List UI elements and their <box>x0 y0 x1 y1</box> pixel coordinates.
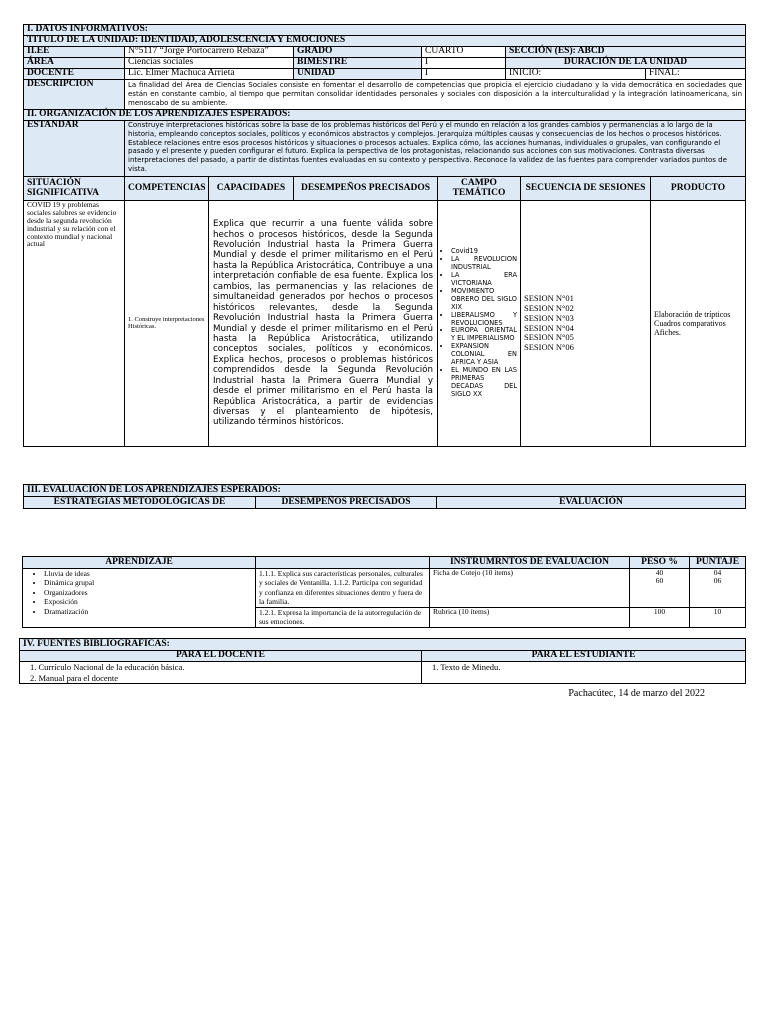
col-aprendizaje: APRENDIZAJE <box>23 557 256 569</box>
instrumento-row-1: Ficha de Cotejo (10 ítems) <box>430 569 630 608</box>
area-label: ÁREA <box>24 58 125 69</box>
datos-informativos-table <box>23 24 746 177</box>
section-4-heading: IV. FUENTES BIBLIOGRAFICAS: <box>20 639 746 651</box>
campo-item: • LA ERA VICTORIANA <box>451 272 517 288</box>
empty-header-cell <box>256 557 430 569</box>
evaluacion-table <box>22 556 746 628</box>
docente-sources <box>20 662 422 684</box>
estrategia-item: • Dramatización <box>44 607 252 616</box>
organizacion-table <box>23 176 746 447</box>
iiee-label: II.EE <box>24 47 125 58</box>
campo-item: • EUROPA ORIENTAL Y EL IMPERIALISMO <box>451 327 517 343</box>
campo-item: • LIBERALISMO Y REVOLUCIONES <box>451 312 517 328</box>
col-competencias: COMPETENCIAS <box>125 177 209 201</box>
unidad-label: UNIDAD <box>294 69 422 80</box>
col-producto: PRODUCTO <box>651 177 746 201</box>
section-2-heading: II. ORGANIZACIÓN DE LOS APRENDIZAJES ESPERADOS: <box>24 110 746 121</box>
place-date: Pachacútec, 14 de marzo del 2022 <box>568 688 705 699</box>
desempeno-row-2: 1.2.1. Expresa la importancia de la autorregulación de sus emociones. <box>256 607 430 627</box>
col-desempenos: DESEMPEÑOS PRECISADOS <box>294 177 438 201</box>
col-evaluacion: EVALUACIÓN <box>437 497 746 509</box>
sesion-item: SESION N°03 <box>524 312 574 323</box>
estandar-text: Construye interpretaciones históricas sobre la base de los problemas históricos del Perú y el mundo en relación a los grandes cambios y permanencias a lo largo de la historia, empleando conceptos sociales, políticos y económicos abstractos y complejos. Jerarquiza múltiples causas y consecuencias de los hechos o procesos históricos. Establece relaciones entre esos procesos históricos y situaciones o procesos actuales. Explica cómo, las acciones humanas, individuales o grupales, van configurando el pasado y el presente y pueden configurar el futuro. Explica la perspectiva de los protagonistas, relacionando sus acciones con sus motivaciones. Contrasta diversas interpretaciones del pasado, a partir de distintas fuentes evaluadas en su contexto y perspectiva. Reconoce la validez de las fuentes para comprender variados puntos de vista. <box>125 121 746 177</box>
estandar-label: ESTANDAR <box>24 121 125 177</box>
grado-value: CUARTO <box>422 47 506 58</box>
para-estudiante-label: PARA EL ESTUDIANTE <box>422 651 746 662</box>
seccion-label: SECCIÓN (ES): ABCD <box>506 47 746 58</box>
duracion-label: DURACIÓN DE LA UNIDAD <box>506 58 746 69</box>
section-1-heading: I. DATOS INFORMATIVOS: <box>24 25 746 36</box>
campo-item: • EL MUNDO EN LAS PRIMERAS DECADAS DEL SIGLO XX <box>451 367 517 399</box>
campo-item: • MOVIMIENTO OBRERO DEL SIGLO XIX <box>451 288 517 312</box>
docente-list <box>30 662 418 683</box>
para-docente-label: PARA EL DOCENTE <box>20 651 422 662</box>
campo-list <box>441 248 517 398</box>
docente-value: Lic. Elmer Machuca Arrieta <box>125 69 294 80</box>
sesion-item: SESION N°01 <box>524 293 574 304</box>
col-desempenos-eval: DESEMPEÑOS PRECISADOS <box>256 497 437 509</box>
estudiante-list <box>432 662 742 673</box>
col-secuencia: SECUENCIA DE SESIONES <box>521 177 651 201</box>
desempeno-row-1: 1.1.1. Explica sus características personales, culturales y sociales de Ventanilla. 1.1.2. Participa con seguridad y confianza en diferentes situaciones dentro y fuera de la familia. <box>256 569 430 608</box>
descripcion-text: La finalidad del Área de Ciencias Sociales consiste en fomentar el desarrollo de competencias que propicia el ejercicio ciudadano y la vida democrática en sociedades que están en constante cambio, al tiempo que permitan consolidar identidades personales y sociales con disposición a la interculturalidad y la integración latinoamericana, sin menoscabo de su ambiente. <box>125 80 746 110</box>
docente-source-item: 1. Currículo Nacional de la educación básica. <box>30 662 185 672</box>
estrategias-list <box>26 569 252 616</box>
estrategias-cell <box>23 569 256 628</box>
competencia-text: 1. Construye interpretaciones Históricas. <box>125 201 209 447</box>
evaluacion-header-table <box>23 484 746 509</box>
iiee-value: N°5117 “Jorge Portocarrero Rebaza” <box>125 47 294 58</box>
sesion-item: SESION N°05 <box>524 332 574 343</box>
estudiante-sources <box>422 662 746 684</box>
sesion-item: SESION N°02 <box>524 302 574 313</box>
estrategia-item: • Dinámica grupal <box>44 578 252 587</box>
sesion-item: SESION N°06 <box>524 342 574 353</box>
bimestre-value: I <box>422 58 506 69</box>
fuentes-table <box>19 638 746 684</box>
col-campo: CAMPO TEMÁTICO <box>438 177 521 201</box>
puntaje-row-2: 10 <box>690 607 746 627</box>
col-puntaje: PUNTAJE <box>690 557 746 569</box>
section-3-heading: III. EVALUACIÓN DE LOS APRENDIZAJES ESPERADOS: <box>24 485 746 497</box>
campo-item: • LA REVOLUCION INDUSTRIAL <box>451 256 517 272</box>
grado-label: GRADO <box>294 47 422 58</box>
col-peso: PESO % <box>630 557 690 569</box>
producto-text: Elaboración de trípticos Cuadros comparativos Afiches. <box>651 201 746 447</box>
inicio-label: INICIO: <box>506 69 646 80</box>
col-capacidades: CAPACIDADES <box>209 177 294 201</box>
campo-item: • Covid19 <box>451 248 517 256</box>
estudiante-source-item: 1. Texto de Minedu. <box>432 662 501 672</box>
unidad-value: I <box>422 69 506 80</box>
peso-row-2: 100 <box>630 607 690 627</box>
situacion-text: COVID 19 y problemas sociales salubres se evidencio desde la segunda revolución industrial y su relación con el contexto mundial y nacional actual <box>24 201 125 447</box>
bimestre-label: BIMESTRE <box>294 58 422 69</box>
docente-source-item: 2. Manual para el docente <box>30 672 119 683</box>
descripcion-label: DESCRIPCION <box>24 80 125 110</box>
secuencia-sesiones <box>521 201 651 447</box>
estrategia-item: • Organizadores <box>44 588 252 597</box>
capacidades-text: Explica que recurrir a una fuente válida sobre hechos o procesos históricos, desde la Segunda Revolución Industrial hasta la Primera Guerra Mundial y desde el primer militarismo en el Perú hasta la República Aristocrática, Contribuye a una interpretación confiable de esa fuente. Explica los cambios, las permanencias y las relaciones de simultaneidad generados por hechos o procesos históricos relevantes, desde la Segunda Revolución Industrial hasta la Primera Guerra Mundial y desde el primer militarismo en el Perú hasta la República Aristocrática, utilizando conceptos sociales, políticos y económicos. Explica hechos, procesos o problemas históricos comprendidos desde la Segunda Revolución Industrial hasta la Primera Guerra Mundial y desde el primer militarismo en el Perú hasta la República Aristocrática, a partir de evidencias diversas y el planteamiento de hipótesis, utilizando términos históricos. <box>209 201 438 447</box>
campo-tematico <box>438 201 521 447</box>
docente-label: DOCENTE <box>24 69 125 80</box>
col-instrumentos: INSTRUMRNTOS DE EVALUACIÓN <box>430 557 630 569</box>
puntaje-row-1: 04 06 <box>690 569 746 608</box>
col-estrategias: ESTRATEGIAS METODOLÓGICAS DE <box>24 497 256 509</box>
sesion-item: SESION N°04 <box>524 322 574 333</box>
estrategia-item: • Exposición <box>44 597 252 606</box>
area-value: Ciencias sociales <box>125 58 294 69</box>
instrumento-row-2: Rubrica (10 ítems) <box>430 607 630 627</box>
final-label: FINAL: <box>646 69 746 80</box>
col-situacion: SITUACIÓN SIGNIFICATIVA <box>24 177 125 201</box>
sesion-list <box>524 294 647 353</box>
unit-title: TITULO DE LA UNIDAD: IDENTIDAD, ADOLESCENCIA Y EMOCIONES <box>24 36 746 47</box>
estrategia-item: • Lluvia de ideas <box>44 569 252 578</box>
campo-item: • EXPANSION COLONIAL EN AFRICA Y ASIA <box>451 343 517 367</box>
peso-row-1: 40 60 <box>630 569 690 608</box>
